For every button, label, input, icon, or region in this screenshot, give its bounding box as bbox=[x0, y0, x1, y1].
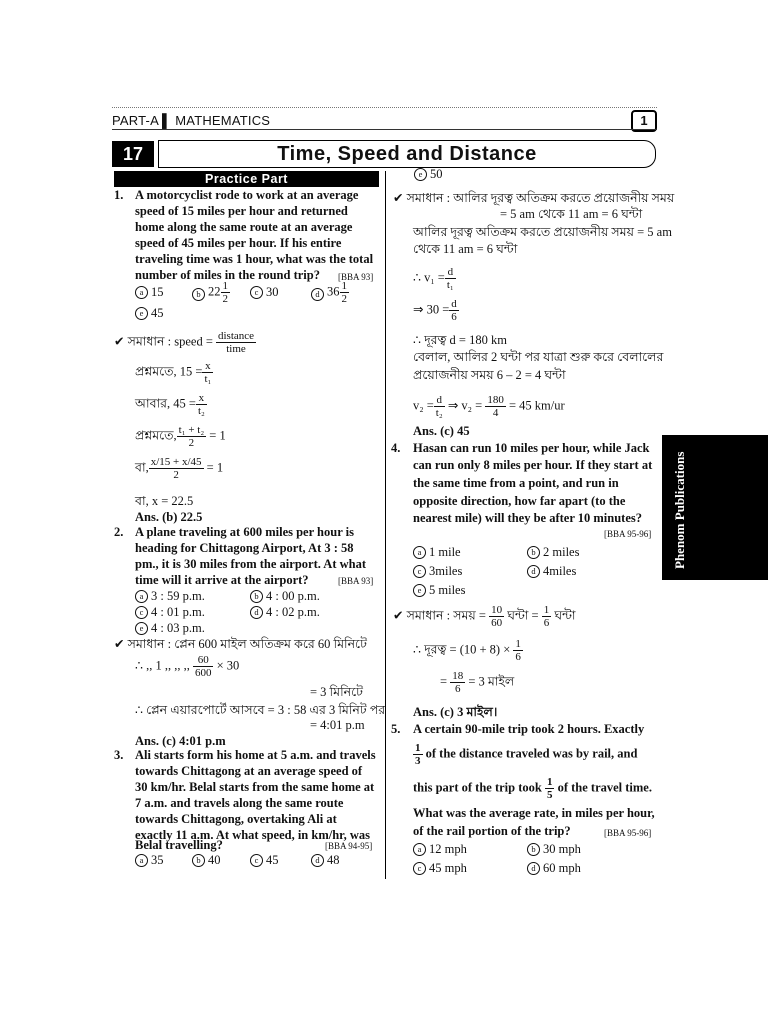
answer: Ans. (c) 4:01 p.m bbox=[135, 734, 226, 748]
question-line: heading for Chittagong Airport, At 3 : 58 bbox=[135, 541, 354, 555]
question-line: pm., it is 30 miles from the airport. At what bbox=[135, 557, 366, 571]
solution-line: বা, $\frac{x/15 + x/45}{2}$ = 1 bbox=[135, 456, 224, 481]
solution-line: ✔ সমাধান : সময় = $\frac{10}{60}$ ঘন্টা = $\frac{1}{6}$ ঘন্টা bbox=[393, 604, 576, 629]
source-tag: [BBA 94-95] bbox=[325, 841, 373, 851]
question-line: this part of the trip took $\frac{1}{5}$ of the travel time. bbox=[413, 776, 652, 801]
question-line: traveling time was 1 hour, what was the total bbox=[135, 252, 374, 266]
option-e[interactable]: e 4 : 03 p.m. bbox=[135, 621, 205, 636]
option-a[interactable]: a 3 : 59 p.m. bbox=[135, 589, 205, 604]
option-c[interactable]: c 45 mph bbox=[413, 861, 467, 876]
solution-line: ∴ প্লেন এয়ারপোর্টে আসবে = 3 : 58 এর 3 মিনিট পর bbox=[135, 703, 386, 717]
question-line: 7 a.m. and travels along the same route bbox=[135, 796, 344, 810]
solution-line: প্রশ্নমতে, $\frac{\text{t₁ + t₂}}{2}$ = 1 bbox=[135, 424, 226, 449]
chapter-title: Time, Speed and Distance bbox=[158, 140, 656, 168]
section-label: PART-A ▌ MATHEMATICS bbox=[112, 113, 271, 128]
solution-line: ⇒ 30 = $\frac{d}{6}$ bbox=[413, 298, 457, 323]
solution-line: ✔ সমাধান : আলির দূরত্ব অতিক্রম করতে প্রয়োজনীয় সময় bbox=[393, 191, 675, 205]
solution-line: বেলাল, আলির 2 ঘন্টা পর যাত্রা শুরু করে বেলালের bbox=[413, 350, 664, 364]
question-line: What was the average rate, in miles per hour, bbox=[413, 806, 655, 820]
option-a[interactable]: a 35 bbox=[135, 853, 164, 868]
question-line: time will it arrive at the airport? bbox=[135, 573, 309, 587]
side-tab-label: Phenom Publications bbox=[672, 451, 687, 569]
question-number: 4. bbox=[391, 441, 401, 455]
question-line: speed of 45 miles per hour. If his entire bbox=[135, 236, 342, 250]
page-number: 1 bbox=[631, 110, 657, 132]
option-d[interactable]: d 36 $\frac{1}{2}$ bbox=[311, 280, 349, 305]
question-line: Hasan can run 10 miles per hour, while Jack bbox=[413, 441, 650, 455]
header-underline bbox=[112, 129, 657, 130]
source-tag: [BBA 95-96] bbox=[604, 828, 652, 838]
question-line: opposite direction, how far apart (to the bbox=[413, 494, 626, 508]
option-b[interactable]: b 22 $\frac{1}{2}$ bbox=[192, 280, 230, 305]
solution-line: = 4:01 p.m bbox=[310, 718, 365, 732]
solution-line: আবার, 45 = $\frac{x}{\text{t₂}}$ bbox=[135, 392, 205, 417]
question-line: nearest mile) will they be after 10 minutes? bbox=[413, 511, 643, 525]
question-line: $\frac{1}{3}$ of the distance traveled was by rail, and bbox=[415, 742, 638, 767]
solution-line: = $\frac{18}{6}$ = 3 মাইল bbox=[440, 670, 515, 695]
question-line: A motorcyclist rode to work at an average bbox=[135, 188, 359, 202]
option-a[interactable]: a 15 bbox=[135, 285, 164, 300]
option-b[interactable]: b 4 : 00 p.m. bbox=[250, 589, 320, 604]
option-c[interactable]: c 3miles bbox=[413, 564, 462, 579]
option-e[interactable]: e 5 miles bbox=[413, 583, 465, 598]
solution-line: ∴ দূরত্ব d = 180 km bbox=[413, 333, 507, 347]
solution-line: বা, x = 22.5 bbox=[135, 494, 194, 508]
column-divider bbox=[385, 171, 386, 879]
source-tag: [BBA 95-96] bbox=[604, 529, 652, 539]
source-tag: [BBA 93] bbox=[338, 272, 374, 282]
question-line: towards Chittagong at an average speed of bbox=[135, 764, 363, 778]
option-c[interactable]: c 4 : 01 p.m. bbox=[135, 605, 205, 620]
question-line: the same time from a point, and run in bbox=[413, 476, 619, 490]
question-line: 30 km/hr. Belal starts from the same home at bbox=[135, 780, 375, 794]
option-c[interactable]: c 45 bbox=[250, 853, 279, 868]
answer: Ans. (b) 22.5 bbox=[135, 510, 203, 524]
option-b[interactable]: b 40 bbox=[192, 853, 221, 868]
solution-line: ✔ সমাধান : প্লেন 600 মাইল অতিক্রম করে 60 মিনিটে bbox=[114, 637, 367, 651]
practice-part-banner: Practice Part bbox=[114, 171, 379, 187]
source-tag: [BBA 93] bbox=[338, 576, 374, 586]
option-d[interactable]: d 4 : 02 p.m. bbox=[250, 605, 320, 620]
header-rule bbox=[112, 107, 657, 108]
question-number: 2. bbox=[114, 525, 124, 539]
option-e[interactable]: e 50 bbox=[414, 167, 443, 182]
chapter-number: 17 bbox=[112, 141, 154, 167]
solution-line: প্রশ্নমতে, 15 = $\frac{x}{\text{t₁}}$ bbox=[135, 360, 212, 385]
question-line: number of miles in the round trip? bbox=[135, 268, 320, 282]
option-d[interactable]: d 48 bbox=[311, 853, 340, 868]
answer: Ans. (c) 45 bbox=[413, 424, 470, 438]
option-b[interactable]: b 30 mph bbox=[527, 842, 581, 857]
solution-line: ∴ ,, 1 ,, ,, ,, $\frac{60}{600}$ × 30 bbox=[135, 654, 240, 679]
question-line: Belal travelling? bbox=[135, 838, 223, 852]
question-line: A plane traveling at 600 miles per hour is bbox=[135, 525, 354, 539]
option-d[interactable]: d 4miles bbox=[527, 564, 576, 579]
question-number: 1. bbox=[114, 188, 124, 202]
option-d[interactable]: d 60 mph bbox=[527, 861, 581, 876]
option-b[interactable]: b 2 miles bbox=[527, 545, 579, 560]
solution-line: থেকে 11 am = 6 ঘন্টা bbox=[413, 242, 518, 256]
question-number: 3. bbox=[114, 748, 124, 762]
question-line: towards Chittagong, overtaking Ali at bbox=[135, 812, 337, 826]
question-line: can run only 8 miles per hour. If they start at bbox=[413, 458, 653, 472]
question-line: speed of 15 miles per hour and returned bbox=[135, 204, 348, 218]
option-e[interactable]: e 45 bbox=[135, 306, 164, 321]
question-line: Ali starts form his home at 5 a.m. and travels bbox=[135, 748, 376, 762]
solution-line: ✔ সমাধান : speed = $\frac{\text{distance}}{\text{time}}$ bbox=[114, 330, 255, 355]
option-c[interactable]: c 30 bbox=[250, 285, 279, 300]
question-line: A certain 90-mile trip took 2 hours. Exactly bbox=[413, 722, 645, 736]
solution-line: v₂ = $\frac{d}{\text{t₂}}$ ⇒ v₂ = $\frac{180}{4}$ = 45 km/ur bbox=[413, 394, 565, 419]
answer: Ans. (c) 3 মাইল। bbox=[413, 705, 498, 719]
question-number: 5. bbox=[391, 722, 401, 736]
option-a[interactable]: a 1 mile bbox=[413, 545, 461, 560]
question-line: exactly 11 a.m. At what speed, in km/hr, was bbox=[135, 828, 370, 842]
solution-line: = 5 am থেকে 11 am = 6 ঘন্টা bbox=[500, 207, 643, 221]
option-a[interactable]: a 12 mph bbox=[413, 842, 467, 857]
solution-line: আলির দূরত্ব অতিক্রম করতে প্রয়োজনীয় সময় = 5 am bbox=[413, 225, 672, 239]
question-line: home along the same route at an average bbox=[135, 220, 353, 234]
solution-line: ∴ দূরত্ব = (10 + 8) × $\frac{1}{6}$ bbox=[413, 638, 521, 663]
solution-line: = 3 মিনিটে bbox=[310, 685, 363, 699]
question-line: of the rail portion of the trip? bbox=[413, 824, 571, 838]
solution-line: ∴ v₁ = $\frac{d}{\text{t₁}}$ bbox=[413, 266, 454, 291]
solution-line: প্রয়োজনীয় সময় 6 – 2 = 4 ঘন্টা bbox=[413, 368, 566, 382]
